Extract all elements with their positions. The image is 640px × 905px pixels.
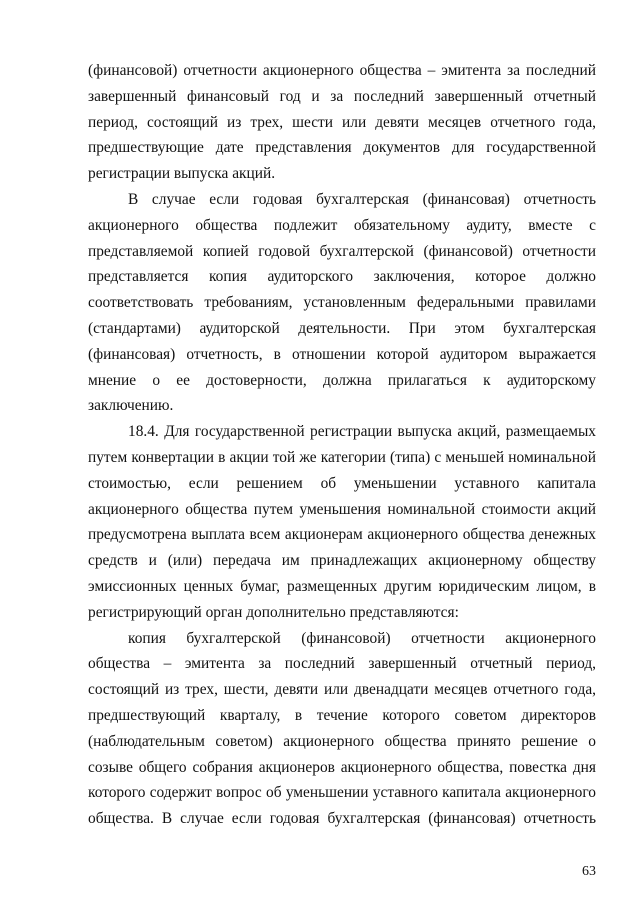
text-line: которого содержит вопрос об уменьшении уставного капитала акционерного <box>88 784 596 802</box>
text-line: копия бухгалтерской (финансовой) отчетности акционерного <box>128 629 596 647</box>
text-line: (стандартами) аудиторской деятельности. При этом бухгалтерская <box>88 319 596 337</box>
page-body-text <box>88 58 596 832</box>
text-line: период, состоящий из трех, шести или девяти месяцев отчетного года, <box>88 113 596 131</box>
text-line: стоимостью, если решением об уменьшении уставного капитала <box>88 474 596 492</box>
text-line: В случае если годовая бухгалтерская (финансовая) отчетность <box>128 190 596 208</box>
text-line: представляемой копией годовой бухгалтерской (финансовой) отчетности <box>88 242 596 260</box>
page-number: 63 <box>582 864 596 879</box>
text-line: акционерного общества путем уменьшения номинальной стоимости акций <box>88 500 596 518</box>
text-line: путем конвертации в акции той же категории (типа) с меньшей номинальной <box>88 448 596 466</box>
text-line: (наблюдательным советом) акционерного общества принято решение о <box>88 732 596 750</box>
text-line: представляется копия аудиторского заключения, которое должно <box>88 268 596 286</box>
text-line: эмиссионных ценных бумаг, размещенных другим юридическим лицом, в <box>88 577 596 595</box>
text-line: акционерного общества подлежит обязательному аудиту, вместе с <box>88 216 596 234</box>
text-line: общества – эмитента за последний завершенный отчетный период, <box>88 655 596 673</box>
text-line: регистрации выпуска акций. <box>88 165 276 183</box>
text-line: (финансовой) отчетности акционерного общества – эмитента за последний <box>88 62 596 79</box>
text-line: завершенный финансовый год и за последний завершенный отчетный <box>88 87 596 105</box>
text-line: соответствовать требованиям, установленным федеральными правилами <box>88 294 596 312</box>
text-line: мнение о ее достоверности, должна прилагаться к аудиторскому <box>88 371 596 389</box>
text-line: средств и (или) передача им принадлежащих акционерному обществу <box>88 552 596 570</box>
text-line: предшествующие дате представления документов для государственной <box>88 139 596 157</box>
text-line: заключению. <box>88 397 174 415</box>
text-line: предшествующий кварталу, в течение которого советом директоров <box>88 706 596 724</box>
text-line: предусмотрена выплата всем акционерам акционерного общества денежных <box>88 526 596 544</box>
text-line: 18.4. Для государственной регистрации выпуска акций, размещаемых <box>128 423 596 441</box>
text-line: состоящий из трех, шести, девяти или двенадцати месяцев отчетного года, <box>88 681 596 699</box>
text-line: общества. В случае если годовая бухгалтерская (финансовая) отчетность <box>88 810 596 828</box>
text-line: (финансовая) отчетность, в отношении которой аудитором выражается <box>88 345 596 363</box>
text-line: созыве общего собрания акционеров акционерного общества, повестка дня <box>88 758 596 776</box>
text-line: регистрирующий орган дополнительно представляются: <box>88 603 459 621</box>
